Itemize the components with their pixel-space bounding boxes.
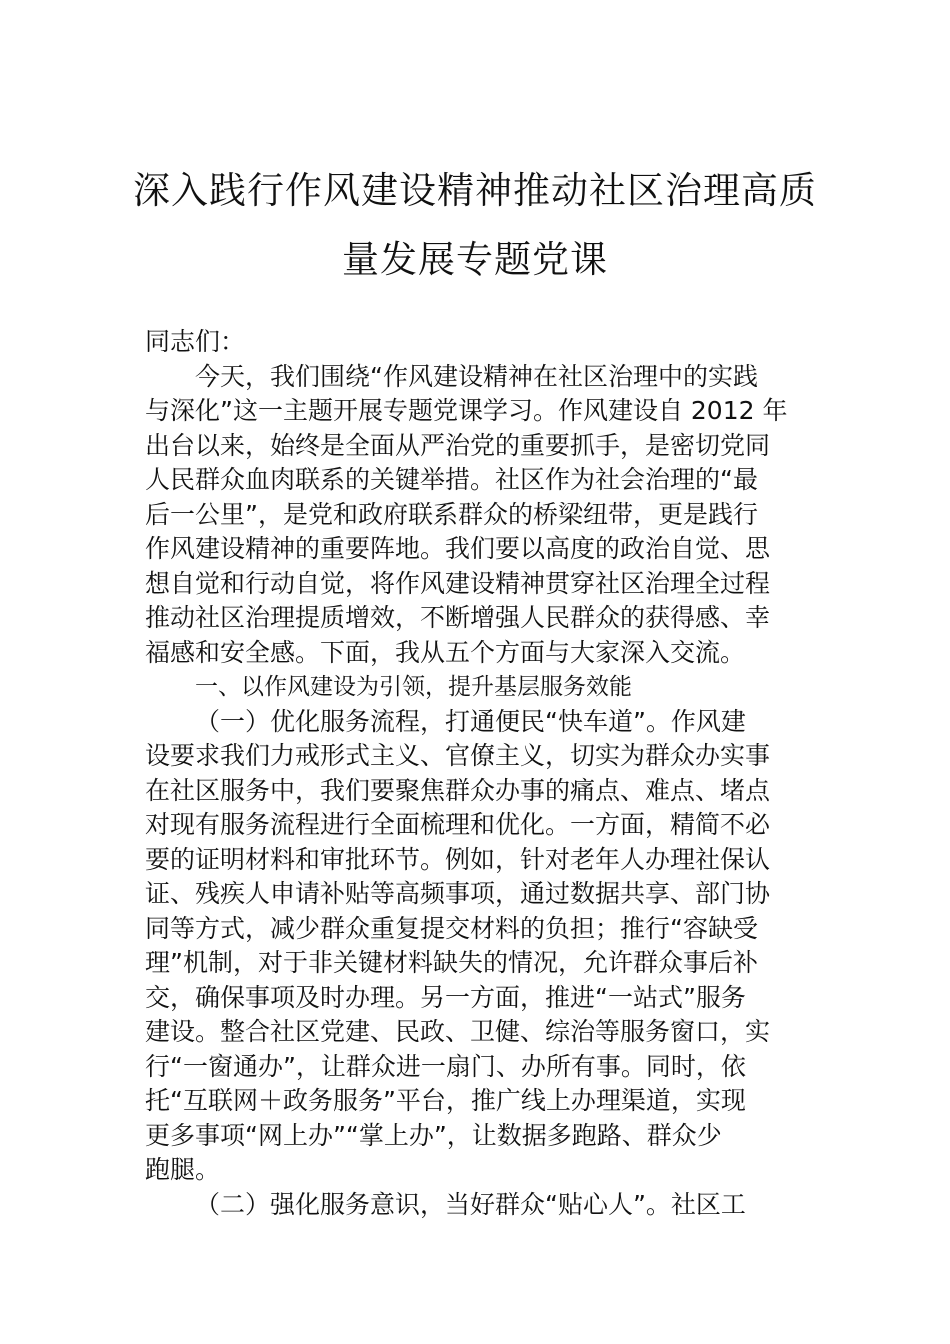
body-text-line: （一）优化服务流程，打通便民“快车道”。作风建 — [195, 706, 746, 736]
body-text-line: 出台以来，始终是全面从严治党的重要抓手，是密切党同 — [145, 430, 771, 460]
body-text-line: 跑腿。 — [145, 1155, 221, 1184]
document-title-line-2: 量发展专题党课 — [342, 238, 608, 281]
body-text-line: 交，确保事项及时办理。另一方面，推进“一站式”服务 — [145, 982, 746, 1012]
section-heading: 一、以作风建设为引领，提升基层服务效能 — [195, 674, 632, 700]
body-text-line: 后一公里”，是党和政府联系群众的桥梁纽带，更是践行 — [145, 499, 758, 529]
body-text-line: 想自觉和行动自觉，将作风建设精神贯穿社区治理全过程 — [145, 568, 771, 598]
body-text-line: 人民群众血肉联系的关键举措。社区作为社会治理的“最 — [145, 465, 758, 494]
body-text-line: 托“互联网＋政务服务”平台，推广线上办理渠道，实现 — [145, 1086, 746, 1115]
body-text-line: 与深化”这一主题开展专题党课学习。作风建设自 2012 年 — [145, 396, 788, 425]
body-text-line: 福感和安全感。下面，我从五个方面与大家深入交流。 — [145, 637, 746, 667]
body-text-line: 同等方式，减少群众重复提交材料的负担；推行“容缺受 — [145, 913, 758, 943]
body-text-line: 作风建设精神的重要阵地。我们要以高度的政治自觉、思 — [145, 534, 771, 563]
body-text-line: 设要求我们力戒形式主义、官僚主义，切实为群众办实事 — [145, 741, 771, 770]
document-title-line-1: 深入践行作风建设精神推动社区治理高质 — [133, 169, 817, 212]
body-text-line: 今天，我们围绕“作风建设精神在社区治理中的实践 — [195, 361, 758, 391]
body-text-line: 建设。整合社区党建、民政、卫健、综治等服务窗口，实 — [145, 1017, 771, 1046]
body-text-line: 同志们： — [145, 327, 246, 356]
body-text-line: 行“一窗通办”，让群众进一扇门、办所有事。同时，依 — [145, 1051, 746, 1081]
document-body — [145, 325, 810, 1222]
body-text-line: 推动社区治理提质增效，不断增强人民群众的获得感、幸 — [145, 603, 771, 632]
body-text-line: 证、残疾人申请补贴等高频事项，通过数据共享、部门协 — [145, 879, 771, 908]
body-text-line: 在社区服务中，我们要聚焦群众办事的痛点、难点、堵点 — [145, 775, 771, 805]
body-text-line: 要的证明材料和审批环节。例如，针对老年人办理社保认 — [145, 844, 771, 874]
body-text-line: （二）强化服务意识，当好群众“贴心人”。社区工 — [195, 1189, 746, 1219]
body-text-line: 更多事项“网上办”“掌上办”，让数据多跑路、群众少 — [145, 1120, 722, 1150]
body-text-line: 对现有服务流程进行全面梳理和优化。一方面，精简不必 — [145, 810, 771, 839]
body-text-line: 理”机制，对于非关键材料缺失的情况，允许群众事后补 — [145, 948, 758, 977]
